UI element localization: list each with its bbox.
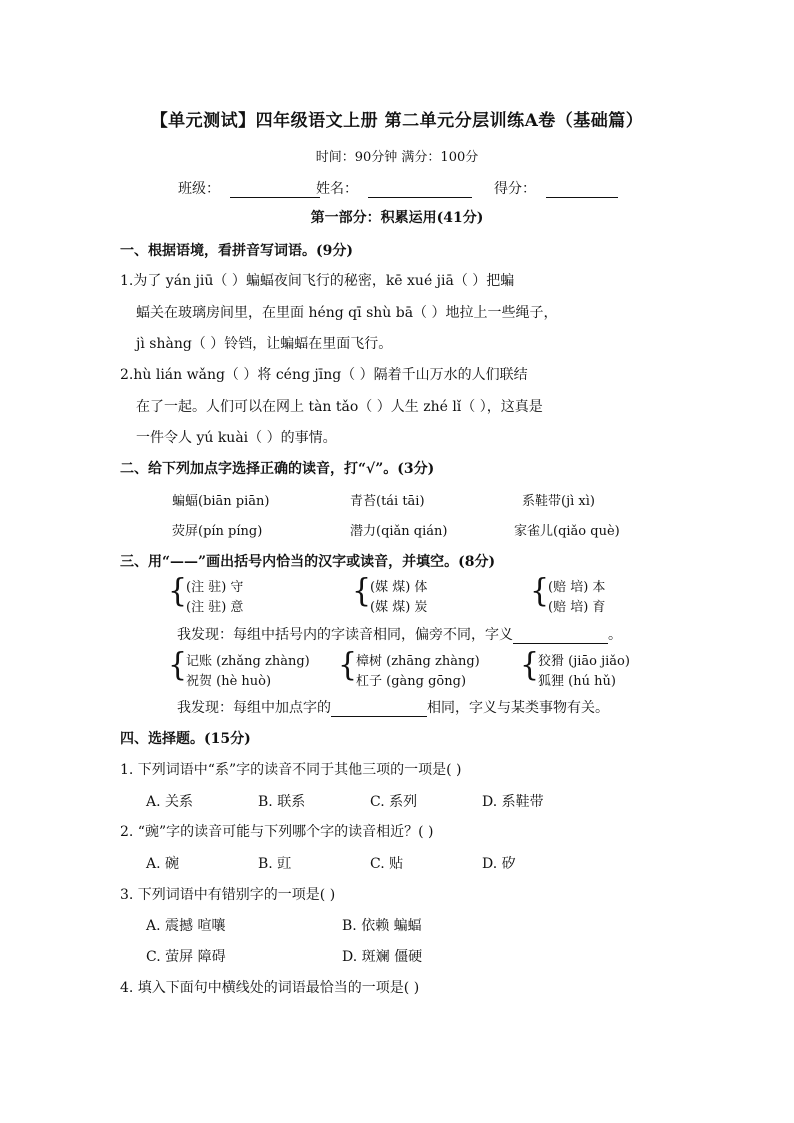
- q1-line2: 蝠关在玻璃房间里，在里面 héng qī shù bā（ ）地拉上一些绳子，: [136, 305, 558, 321]
- group6-a: 狡猾 (jiāo jiǎo): [538, 654, 630, 669]
- q1-line1: 1.为了 yán jiū（ ）蝙蝠夜间飞行的秘密，kē xué jiā（ ）把蝙: [120, 273, 515, 289]
- brace-icon: {: [168, 573, 188, 610]
- finding1-text: 我发现：每组中括号内的字读音相同，偏旁不同，字义: [177, 627, 513, 643]
- q4-s1: 1. 下列词语中“系”字的读音不同于其他三项的一项是( ): [120, 762, 462, 778]
- option[interactable]: C. 萤屏 障碍: [146, 949, 226, 965]
- q1-line6: 一件令人 yú kuài（ ）的事情。: [136, 430, 337, 446]
- option[interactable]: D. 矽: [482, 856, 516, 872]
- brace-icon: {: [530, 573, 550, 610]
- group1-b: (注 驻) 意: [186, 600, 244, 615]
- score-field[interactable]: [494, 178, 618, 198]
- option[interactable]: D. 斑斓 僵硬: [342, 949, 423, 965]
- q2-item: 荧屏(pín píng): [172, 524, 263, 539]
- name-field[interactable]: [316, 178, 472, 198]
- finding2-text-a: 我发现：每组中加点字的: [177, 700, 331, 716]
- class-blank[interactable]: [230, 183, 320, 198]
- q4-title: 四、选择题。(15分): [120, 731, 251, 747]
- q4-s3: 3. 下列词语中有错别字的一项是( ): [120, 887, 336, 903]
- group4-a: 记账 (zhǎng zhàng): [186, 654, 310, 669]
- class-field[interactable]: [178, 178, 320, 198]
- finding2-text-b: 相同，字义与某类事物有关。: [427, 700, 609, 716]
- option[interactable]: A. 碗: [146, 856, 180, 872]
- q1-line4: 2.hù lián wǎng（ ）将 céng jīng（ ）隔着千山万水的人们联结: [120, 367, 528, 383]
- q3-finding2: [177, 697, 609, 717]
- name-blank[interactable]: [368, 183, 472, 198]
- time-score: 时间：90分钟 满分：100分: [315, 150, 479, 165]
- q2-item: 蝙蝠(biān piān): [172, 494, 270, 509]
- name-label: 姓名：: [316, 181, 358, 197]
- q1-line3: jì shàng（ ）铃铛，让蝙蝠在里面飞行。: [136, 336, 393, 352]
- class-label: 班级：: [178, 181, 220, 197]
- finding1-blank[interactable]: [513, 629, 608, 644]
- group1-a: (注 驻) 守: [186, 580, 244, 595]
- option[interactable]: A. 震撼 喧嚷: [146, 918, 226, 934]
- brace-icon: {: [520, 647, 540, 684]
- q3-title: 三、用“——”画出括号内恰当的汉字或读音，并填空。(8分): [120, 554, 496, 570]
- q2-item: 系鞋带(jì xì): [522, 494, 595, 509]
- option[interactable]: C. 贴: [370, 856, 404, 872]
- q2-item: 潜力(qiǎn qián): [350, 524, 448, 539]
- q4-s4: 4. 填入下面句中横线处的词语最恰当的一项是( ): [120, 980, 420, 996]
- brace-icon: {: [338, 647, 358, 684]
- finding2-blank[interactable]: [331, 702, 427, 717]
- group2-b: (媒 煤) 炭: [370, 600, 428, 615]
- score-blank[interactable]: [546, 183, 618, 198]
- q2-title: 二、给下列加点字选择正确的读音，打“√”。(3分): [120, 461, 435, 477]
- score-label: 得分：: [494, 181, 536, 197]
- option[interactable]: C. 系列: [370, 794, 418, 810]
- option[interactable]: D. 系鞋带: [482, 794, 544, 810]
- option[interactable]: B. 依赖 蝙蝠: [342, 918, 422, 934]
- group2-a: (媒 煤) 体: [370, 580, 428, 595]
- q2-item: 青苔(tái tāi): [350, 494, 425, 509]
- group6-b: 狐狸 (hú hǔ): [538, 674, 616, 689]
- q1-title: 一、根据语境，看拼音写词语。(9分): [120, 243, 353, 259]
- part1-title: 第一部分：积累运用(41分): [310, 210, 484, 226]
- option[interactable]: B. 联系: [258, 794, 306, 810]
- group5-a: 樟树 (zhāng zhàng): [356, 654, 480, 669]
- brace-icon: {: [168, 647, 188, 684]
- q4-s2: 2. “豌”字的读音可能与下列哪个字的读音相近？( ): [120, 824, 434, 840]
- q2-item: 家雀儿(qiǎo què): [514, 524, 620, 539]
- group5-b: 杠子 (gàng gōng): [356, 674, 467, 689]
- q1-line5: 在了一起。人们可以在网上 tàn tǎo（ ）人生 zhé lǐ（ ），这真是: [136, 399, 543, 415]
- brace-icon: {: [352, 573, 372, 610]
- page-title: 【单元测试】四年级语文上册 第二单元分层训练A卷（基础篇）: [150, 111, 644, 131]
- group4-b: 祝贺 (hè huò): [186, 674, 272, 689]
- group3-b: (赔 培) 育: [548, 600, 606, 615]
- q3-finding1: 我发现：每组中括号内的字读音相同，偏旁不同，字义 。: [177, 627, 622, 643]
- group3-a: (赔 培) 本: [548, 580, 606, 595]
- option[interactable]: B. 豇: [258, 856, 292, 872]
- option[interactable]: A. 关系: [146, 794, 194, 810]
